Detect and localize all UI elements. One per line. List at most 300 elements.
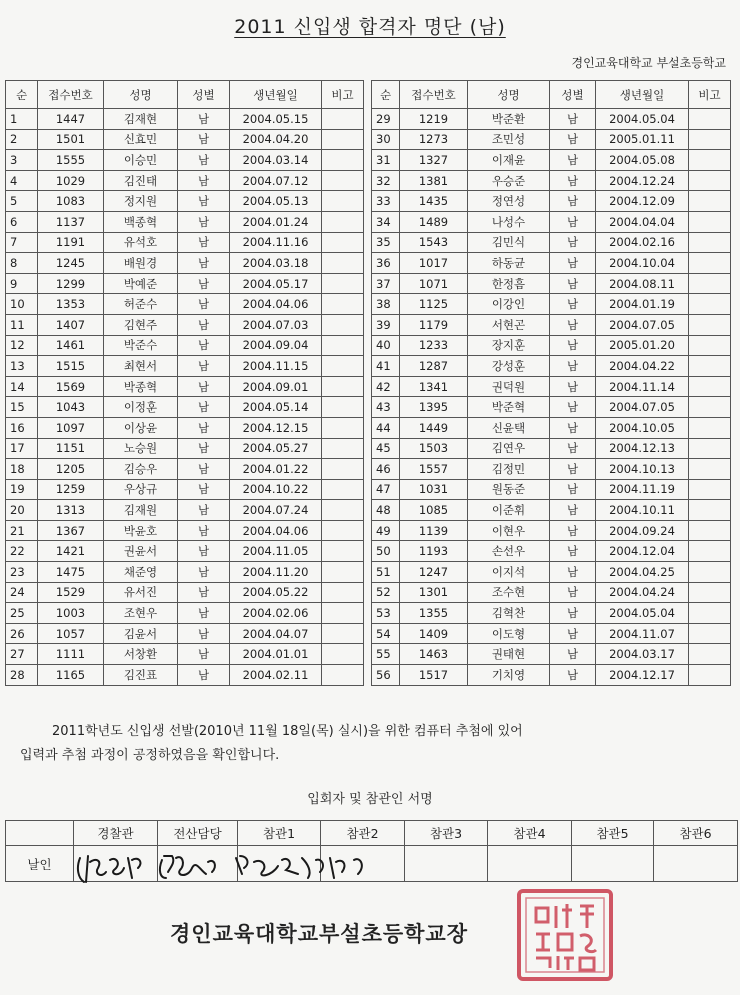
gender: 남 [178, 314, 230, 335]
remarks [689, 170, 731, 191]
remarks [322, 109, 364, 130]
application-number: 1125 [400, 294, 468, 315]
application-number: 1367 [38, 520, 104, 541]
gender: 남 [550, 541, 596, 562]
remarks [322, 129, 364, 150]
gender: 남 [178, 417, 230, 438]
column-header: 생년월일 [230, 81, 322, 109]
remarks [322, 541, 364, 562]
birth-date: 2004.04.20 [230, 129, 322, 150]
student-name: 노승원 [104, 438, 178, 459]
remarks [322, 479, 364, 500]
birth-date: 2004.02.06 [230, 603, 322, 624]
remarks [689, 644, 731, 665]
birth-date: 2004.10.05 [596, 417, 689, 438]
student-name: 유석호 [104, 232, 178, 253]
application-number: 1313 [38, 500, 104, 521]
gender: 남 [178, 459, 230, 480]
application-number: 1381 [400, 170, 468, 191]
table-row [372, 253, 731, 274]
row-number: 38 [372, 294, 400, 315]
application-number: 1003 [38, 603, 104, 624]
signature-section-title: 입회자 및 참관인 서명 [307, 792, 433, 807]
table-row [6, 170, 364, 191]
table-row [6, 211, 364, 232]
table-row [372, 623, 731, 644]
birth-date: 2004.05.27 [230, 438, 322, 459]
birth-date: 2004.12.15 [230, 417, 322, 438]
student-name: 유서진 [104, 582, 178, 603]
student-name: 한정흠 [468, 273, 550, 294]
student-name: 조민성 [468, 129, 550, 150]
table-row [6, 335, 364, 356]
gender: 남 [550, 314, 596, 335]
gender: 남 [550, 273, 596, 294]
application-number: 1057 [38, 623, 104, 644]
table-row [372, 479, 731, 500]
row-number: 33 [372, 191, 400, 212]
role-cell: 참관5 [572, 821, 654, 846]
remarks [689, 582, 731, 603]
student-name: 박예준 [104, 273, 178, 294]
row-number: 56 [372, 665, 400, 686]
table-row [6, 294, 364, 315]
table-header-row [372, 81, 731, 109]
table-row [6, 191, 364, 212]
application-number: 1543 [400, 232, 468, 253]
row-number: 21 [6, 520, 38, 541]
application-number: 1501 [38, 129, 104, 150]
role-cell: 참관4 [488, 821, 572, 846]
application-number: 1031 [400, 479, 468, 500]
row-number: 29 [372, 109, 400, 130]
gender: 남 [178, 253, 230, 274]
remarks [322, 459, 364, 480]
application-number: 1245 [38, 253, 104, 274]
blank-cell [6, 821, 74, 846]
birth-date: 2004.01.19 [596, 294, 689, 315]
birth-date: 2004.12.17 [596, 665, 689, 686]
birth-date: 2004.09.24 [596, 520, 689, 541]
application-number: 1071 [400, 273, 468, 294]
student-name: 김재원 [104, 500, 178, 521]
row-number: 46 [372, 459, 400, 480]
birth-date: 2004.12.09 [596, 191, 689, 212]
birth-date: 2004.05.17 [230, 273, 322, 294]
birth-date: 2004.05.14 [230, 397, 322, 418]
table-row [372, 665, 731, 686]
remarks [322, 500, 364, 521]
table-row [6, 438, 364, 459]
remarks [322, 582, 364, 603]
student-name: 강성훈 [468, 356, 550, 377]
row-number: 11 [6, 314, 38, 335]
row-number: 4 [6, 170, 38, 191]
gender: 남 [178, 582, 230, 603]
birth-date: 2004.10.13 [596, 459, 689, 480]
remarks [689, 479, 731, 500]
birth-date: 2004.05.13 [230, 191, 322, 212]
application-number: 1435 [400, 191, 468, 212]
student-name: 김진표 [104, 665, 178, 686]
gender: 남 [550, 520, 596, 541]
school-name: 경인교육대학교 부설초등학교 [571, 56, 726, 70]
row-number: 30 [372, 129, 400, 150]
application-number: 1259 [38, 479, 104, 500]
column-header: 순 [372, 81, 400, 109]
birth-date: 2004.09.01 [230, 376, 322, 397]
gender: 남 [178, 294, 230, 315]
gender: 남 [550, 232, 596, 253]
remarks [689, 253, 731, 274]
row-number: 8 [6, 253, 38, 274]
gender: 남 [178, 603, 230, 624]
student-name: 이상윤 [104, 417, 178, 438]
column-header: 성별 [550, 81, 596, 109]
remarks [689, 500, 731, 521]
student-name: 권태현 [468, 644, 550, 665]
student-name: 배원경 [104, 253, 178, 274]
gender: 남 [178, 397, 230, 418]
row-number: 7 [6, 232, 38, 253]
birth-date: 2004.04.22 [596, 356, 689, 377]
seal-label: 날인 [6, 846, 74, 882]
row-number: 14 [6, 376, 38, 397]
table-row [372, 644, 731, 665]
gender: 남 [178, 665, 230, 686]
student-name: 장지훈 [468, 335, 550, 356]
student-name: 박준환 [468, 109, 550, 130]
row-number: 31 [372, 150, 400, 171]
application-number: 1083 [38, 191, 104, 212]
student-name: 우상규 [104, 479, 178, 500]
table-row [6, 356, 364, 377]
student-name: 김윤서 [104, 623, 178, 644]
birth-date: 2004.12.13 [596, 438, 689, 459]
birth-date: 2004.10.22 [230, 479, 322, 500]
gender: 남 [178, 191, 230, 212]
signature-cell [488, 846, 572, 882]
table-row [372, 129, 731, 150]
birth-date: 2004.07.24 [230, 500, 322, 521]
application-number: 1489 [400, 211, 468, 232]
table-row [372, 232, 731, 253]
birth-date: 2004.04.07 [230, 623, 322, 644]
student-name: 박종혁 [104, 376, 178, 397]
table-row [6, 314, 364, 335]
row-number: 20 [6, 500, 38, 521]
student-name: 하동균 [468, 253, 550, 274]
gender: 남 [550, 603, 596, 624]
gender: 남 [178, 644, 230, 665]
student-name: 정연성 [468, 191, 550, 212]
student-name: 서창환 [104, 644, 178, 665]
column-header: 비고 [322, 81, 364, 109]
table-row [372, 150, 731, 171]
remarks [322, 273, 364, 294]
row-number: 49 [372, 520, 400, 541]
birth-date: 2004.03.17 [596, 644, 689, 665]
row-number: 9 [6, 273, 38, 294]
remarks [689, 520, 731, 541]
gender: 남 [550, 211, 596, 232]
application-number: 1355 [400, 603, 468, 624]
gender: 남 [550, 150, 596, 171]
application-number: 1529 [38, 582, 104, 603]
application-number: 1327 [400, 150, 468, 171]
student-name: 최현서 [104, 356, 178, 377]
birth-date: 2004.11.05 [230, 541, 322, 562]
remarks [689, 376, 731, 397]
row-number: 19 [6, 479, 38, 500]
student-name: 서현곤 [468, 314, 550, 335]
student-name: 김정민 [468, 459, 550, 480]
application-number: 1301 [400, 582, 468, 603]
birth-date: 2004.04.06 [230, 294, 322, 315]
table-row [372, 500, 731, 521]
remarks [322, 665, 364, 686]
application-number: 1205 [38, 459, 104, 480]
gender: 남 [550, 356, 596, 377]
row-number: 17 [6, 438, 38, 459]
birth-date: 2004.05.22 [230, 582, 322, 603]
student-name: 권윤서 [104, 541, 178, 562]
column-header: 성명 [104, 81, 178, 109]
row-number: 24 [6, 582, 38, 603]
remarks [689, 356, 731, 377]
signature-scribble [78, 856, 141, 882]
row-number: 36 [372, 253, 400, 274]
remarks [322, 438, 364, 459]
roster-table-right [371, 80, 731, 686]
gender: 남 [178, 500, 230, 521]
row-number: 1 [6, 109, 38, 130]
gender: 남 [550, 665, 596, 686]
row-number: 10 [6, 294, 38, 315]
statement-line-2: 입력과 추첨 과정이 공정하였음을 확인합니다. [20, 748, 280, 763]
gender: 남 [550, 376, 596, 397]
remarks [322, 170, 364, 191]
application-number: 1475 [38, 562, 104, 583]
birth-date: 2004.04.24 [596, 582, 689, 603]
application-number: 1043 [38, 397, 104, 418]
role-cell: 참관1 [238, 821, 321, 846]
application-number: 1191 [38, 232, 104, 253]
birth-date: 2004.11.14 [596, 376, 689, 397]
remarks [689, 294, 731, 315]
column-header: 순 [6, 81, 38, 109]
row-number: 16 [6, 417, 38, 438]
table-row [372, 170, 731, 191]
application-number: 1555 [38, 150, 104, 171]
remarks [322, 253, 364, 274]
student-name: 김현주 [104, 314, 178, 335]
birth-date: 2004.07.03 [230, 314, 322, 335]
remarks [322, 335, 364, 356]
application-number: 1517 [400, 665, 468, 686]
handwritten-signatures [72, 848, 412, 890]
row-number: 34 [372, 211, 400, 232]
application-number: 1395 [400, 397, 468, 418]
gender: 남 [550, 191, 596, 212]
roster-table-left [5, 80, 364, 686]
student-name: 이준휘 [468, 500, 550, 521]
remarks [689, 191, 731, 212]
remarks [322, 150, 364, 171]
remarks [322, 376, 364, 397]
birth-date: 2004.04.06 [230, 520, 322, 541]
row-number: 50 [372, 541, 400, 562]
gender: 남 [550, 438, 596, 459]
student-name: 우승준 [468, 170, 550, 191]
gender: 남 [550, 417, 596, 438]
application-number: 1447 [38, 109, 104, 130]
remarks [689, 109, 731, 130]
table-row [6, 562, 364, 583]
table-row [372, 314, 731, 335]
column-header: 접수번호 [400, 81, 468, 109]
gender: 남 [178, 541, 230, 562]
table-row [6, 376, 364, 397]
statement-line-1: 2011학년도 신입생 선발(2010년 11월 18일(목) 실시)을 위한 컴퓨터 추첨에 있어 [52, 724, 523, 739]
remarks [322, 623, 364, 644]
row-number: 25 [6, 603, 38, 624]
row-number: 26 [6, 623, 38, 644]
application-number: 1287 [400, 356, 468, 377]
student-name: 조현우 [104, 603, 178, 624]
document-title: 2011 신입생 합격자 명단 (남) [234, 16, 506, 38]
application-number: 1233 [400, 335, 468, 356]
application-number: 1097 [38, 417, 104, 438]
row-number: 51 [372, 562, 400, 583]
gender: 남 [550, 500, 596, 521]
student-name: 김진태 [104, 170, 178, 191]
table-row [6, 150, 364, 171]
remarks [322, 644, 364, 665]
remarks [322, 294, 364, 315]
row-number: 43 [372, 397, 400, 418]
gender: 남 [178, 623, 230, 644]
role-cell: 전산담당 [158, 821, 238, 846]
remarks [689, 314, 731, 335]
gender: 남 [550, 562, 596, 583]
birth-date: 2005.01.11 [596, 129, 689, 150]
student-name: 이정훈 [104, 397, 178, 418]
gender: 남 [178, 150, 230, 171]
table-row [6, 582, 364, 603]
remarks [689, 129, 731, 150]
row-number: 6 [6, 211, 38, 232]
table-row [6, 644, 364, 665]
column-header: 성별 [178, 81, 230, 109]
remarks [689, 438, 731, 459]
table-row [6, 603, 364, 624]
gender: 남 [178, 232, 230, 253]
row-number: 2 [6, 129, 38, 150]
student-name: 손선우 [468, 541, 550, 562]
gender: 남 [178, 335, 230, 356]
table-row [6, 665, 364, 686]
remarks [322, 417, 364, 438]
table-row [6, 623, 364, 644]
gender: 남 [550, 294, 596, 315]
remarks [689, 562, 731, 583]
table-row [372, 335, 731, 356]
gender: 남 [178, 520, 230, 541]
gender: 남 [178, 170, 230, 191]
birth-date: 2004.11.07 [596, 623, 689, 644]
student-name: 채준영 [104, 562, 178, 583]
remarks [689, 665, 731, 686]
application-number: 1299 [38, 273, 104, 294]
student-name: 허준수 [104, 294, 178, 315]
gender: 남 [550, 170, 596, 191]
birth-date: 2004.04.04 [596, 211, 689, 232]
birth-date: 2004.12.24 [596, 170, 689, 191]
gender: 남 [550, 109, 596, 130]
gender: 남 [550, 623, 596, 644]
row-number: 23 [6, 562, 38, 583]
row-number: 40 [372, 335, 400, 356]
row-number: 35 [372, 232, 400, 253]
gender: 남 [178, 479, 230, 500]
gender: 남 [550, 253, 596, 274]
table-row [372, 603, 731, 624]
birth-date: 2004.07.05 [596, 397, 689, 418]
gender: 남 [178, 273, 230, 294]
application-number: 1085 [400, 500, 468, 521]
remarks [322, 191, 364, 212]
table-row [6, 129, 364, 150]
student-name: 김연우 [468, 438, 550, 459]
birth-date: 2004.01.24 [230, 211, 322, 232]
remarks [689, 623, 731, 644]
role-cell: 참관6 [654, 821, 738, 846]
signature-scribble [160, 856, 215, 878]
official-seal [516, 888, 614, 982]
table-row [372, 520, 731, 541]
birth-date: 2004.05.15 [230, 109, 322, 130]
application-number: 1219 [400, 109, 468, 130]
application-number: 1461 [38, 335, 104, 356]
role-cell: 참관2 [321, 821, 405, 846]
gender: 남 [550, 129, 596, 150]
row-number: 28 [6, 665, 38, 686]
table-row [372, 294, 731, 315]
student-name: 나성수 [468, 211, 550, 232]
application-number: 1247 [400, 562, 468, 583]
table-row [372, 191, 731, 212]
table-row [6, 479, 364, 500]
remarks [689, 459, 731, 480]
application-number: 1341 [400, 376, 468, 397]
row-number: 12 [6, 335, 38, 356]
column-header: 성명 [468, 81, 550, 109]
row-number: 52 [372, 582, 400, 603]
remarks [322, 356, 364, 377]
row-number: 48 [372, 500, 400, 521]
table-row [372, 397, 731, 418]
table-row [6, 232, 364, 253]
application-number: 1165 [38, 665, 104, 686]
application-number: 1353 [38, 294, 104, 315]
gender: 남 [550, 644, 596, 665]
birth-date: 2004.11.20 [230, 562, 322, 583]
row-number: 42 [372, 376, 400, 397]
remarks [322, 211, 364, 232]
student-name: 정지원 [104, 191, 178, 212]
student-name: 이재윤 [468, 150, 550, 171]
